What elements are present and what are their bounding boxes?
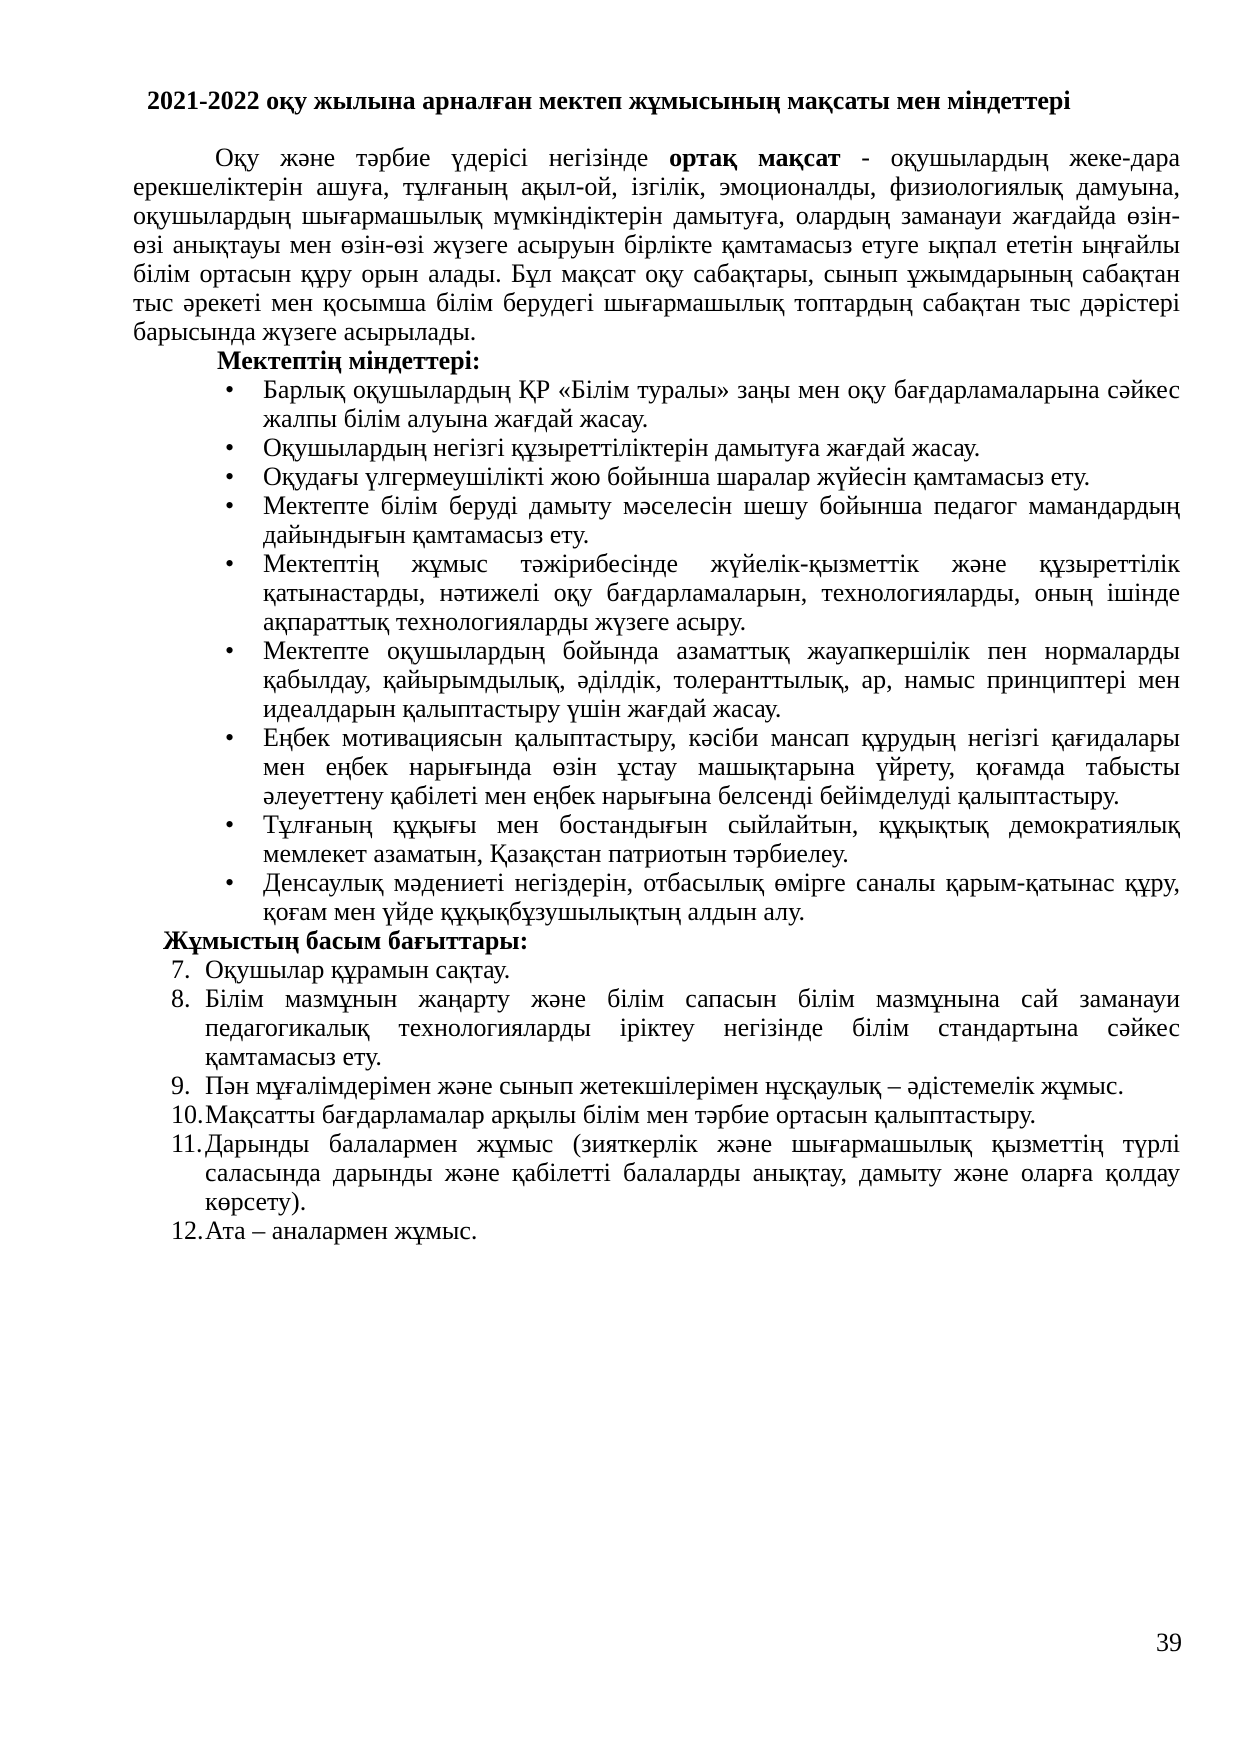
intro-paragraph	[133, 143, 1180, 346]
list-item-text: Білім мазмұнын жаңарту және білім сапасын білім мазмұнына сай заманауи педагогикалық технологияларды іріктеу негізінде білім стандартына сәйкес қамтамасыз ету.	[205, 984, 1180, 1071]
list-item-text: Барлық оқушылардың ҚР «Білім туралы» заңы мен оқу бағдарламаларына сәйкес жалпы білім алуына жағдай жасау.	[263, 375, 1180, 433]
list-item	[133, 1071, 1180, 1100]
list-item-number: 8.	[171, 984, 191, 1013]
list-item-text: Мектепте оқушылардың бойында азаматтық жауапкершілік пен нормаларды қабылдау, қайырымдылық, әділдік, толеранттылық, ар, намыс принциптері мен идеалдарын қалыптастыру үшін жағдай жасау.	[263, 636, 1180, 723]
list-item-number: 11.	[171, 1129, 203, 1158]
intro-lead-text: Оқу және тәрбие үдерісі негізінде	[215, 143, 670, 172]
bullet-icon: •	[225, 868, 235, 897]
list-item	[133, 375, 1180, 433]
tasks-list	[133, 375, 1180, 926]
bullet-icon: •	[225, 723, 235, 752]
list-item	[133, 491, 1180, 549]
list-item-number: 12.	[171, 1216, 204, 1245]
list-item-text: Мектептің жұмыс тәжірибесінде жүйелік-қызметтік және құзыреттілік қатынастарды, нәтижелі оқу бағдарламаларын, технологияларды, оның ішінде ақпараттық технологияларды жүзеге асыру.	[263, 549, 1180, 636]
list-item-text: Оқушылардың негізгі құзыреттіліктерін дамытуға жағдай жасау.	[263, 433, 981, 462]
list-item-number: 9.	[171, 1071, 191, 1100]
bullet-icon: •	[225, 810, 235, 839]
list-item-text: Мақсатты бағдарламалар арқылы білім мен тәрбие ортасын қалыптастыру.	[205, 1100, 1037, 1129]
list-item-text: Денсаулық мәдениеті негіздерін, отбасылық өмірге саналы қарым-қатынас құру, қоғам мен үйде құқықбұзушылықтың алдын алу.	[263, 868, 1180, 926]
list-item	[133, 984, 1180, 1071]
list-item	[133, 433, 1180, 462]
list-item-text: Оқудағы үлгермеушілікті жою бойынша шаралар жүйесін қамтамасыз ету.	[263, 462, 1091, 491]
bullet-icon: •	[225, 636, 235, 665]
list-item	[133, 1129, 1180, 1216]
intro-rest-text: - оқушылардың жеке-дара ерекшеліктерін ашуға, тұлғаның ақыл-ой, ізгілік, эмоционалды, физиологиялық дамуына, оқушылардың шығармашылық мүмкіндіктерін дамытуға, олардың заманауи жағдайда өзін-өзі анықтауы мен өзін-өзі жүзеге асыруын бірлікте қамтамасыз етуге ықпал ететін ыңғайлы білім ортасын құру орын алады. Бұл мақсат оқу сабақтары, сынып ұжымдарының сабақтан тыс әрекеті мен қосымша білім берудегі шығармашылық топтардың сабақтан тыс дәрістері барысында жүзеге асырылады.	[133, 143, 1180, 346]
list-item	[133, 1216, 1180, 1245]
bullet-icon: •	[225, 491, 235, 520]
page-number: 39	[1156, 1628, 1182, 1657]
priorities-heading: Жұмыстың басым бағыттары:	[163, 926, 529, 955]
list-item	[133, 955, 1180, 984]
list-item-number: 10.	[171, 1100, 204, 1129]
bullet-icon: •	[225, 375, 235, 404]
list-item-text: Дарынды балалармен жұмыс (зияткерлік және шығармашылық қызметтің түрлі саласында дарынды және қабілетті балаларды анықтау, дамыту және оларға қолдау көрсету).	[205, 1129, 1180, 1216]
list-item-text: Тұлғаның құқығы мен бостандығын сыйлайтын, құқықтық демократиялық мемлекет азаматын, Қазақстан патриотын тәрбиелеу.	[263, 810, 1180, 868]
tasks-heading: Мектептің міндеттері:	[217, 346, 481, 375]
list-item	[133, 1100, 1180, 1129]
list-item-text: Оқушылар құрамын сақтау.	[205, 955, 511, 984]
intro-emphasis-text: ортақ мақсат	[669, 143, 841, 172]
list-item	[133, 810, 1180, 868]
list-item-text: Мектепте білім беруді дамыту мәселесін шешу бойынша педагог мамандардың дайындығын қамтамасыз ету.	[263, 491, 1180, 549]
page-content	[133, 86, 1180, 1245]
list-item-text: Ата – аналармен жұмыс.	[205, 1216, 478, 1245]
list-item-number: 7.	[171, 955, 191, 984]
bullet-icon: •	[225, 433, 235, 462]
list-item	[133, 636, 1180, 723]
bullet-icon: •	[225, 549, 235, 578]
list-item	[133, 723, 1180, 810]
list-item	[133, 549, 1180, 636]
list-item	[133, 462, 1180, 491]
list-item-text: Еңбек мотивациясын қалыптастыру, кәсіби мансап құрудың негізгі қағидалары мен еңбек нарығында өзін ұстау машықтарына үйрету, қоғамда табысты әлеуеттену қабілеті мен еңбек нарығына белсенді бейімделуді қалыптастыру.	[263, 723, 1180, 810]
page-title: 2021-2022 оқу жылына арналған мектеп жұмысының мақсаты мен міндеттері	[147, 86, 1071, 115]
list-item	[133, 868, 1180, 926]
priorities-list	[133, 955, 1180, 1245]
bullet-icon: •	[225, 462, 235, 491]
list-item-text: Пән мұғалімдерімен және сынып жетекшілерімен нұсқаулық – әдістемелік жұмыс.	[205, 1071, 1124, 1100]
